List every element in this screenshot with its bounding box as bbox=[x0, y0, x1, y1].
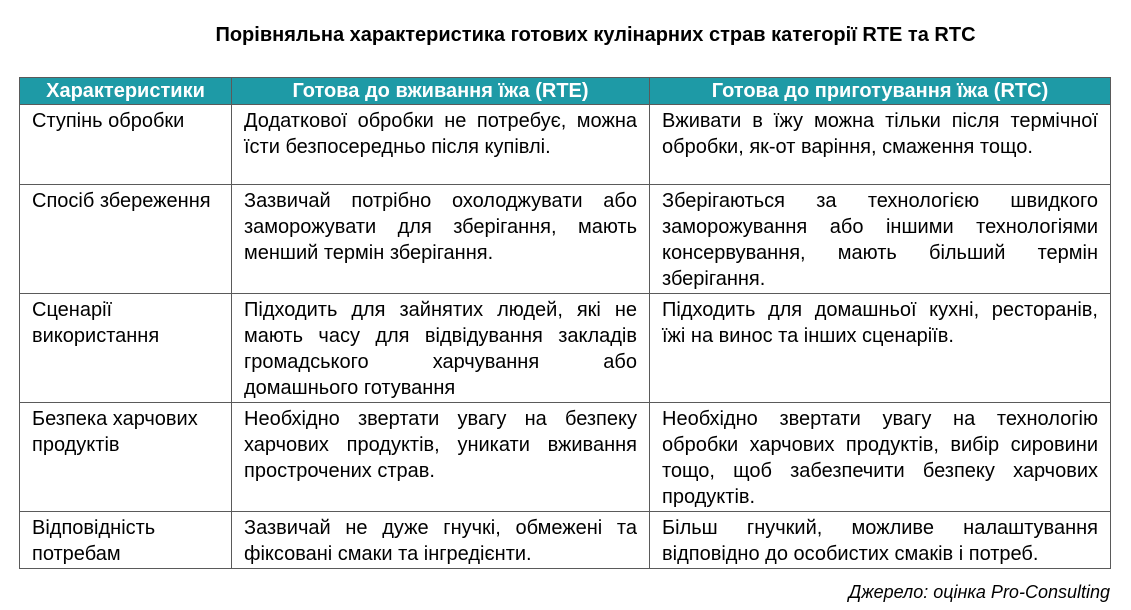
table-row bbox=[20, 185, 1111, 294]
row-rte-cell: Зазвичай потрібно охолоджувати або заморожувати для зберігання, мають менший термін зберігання. bbox=[232, 185, 650, 294]
row-rtc-cell: Зберігаються за технологією швидкого заморожування або іншими технологіями консервування, мають більший термін зберігання. bbox=[650, 185, 1111, 294]
row-rtc-cell: Вживати в їжу можна тільки після термічної обробки, як-от варіння, смаження тощо. bbox=[650, 105, 1111, 185]
row-characteristic: Безпека харчових продуктів bbox=[20, 403, 232, 512]
row-rte-cell: Необхідно звертати увагу на безпеку харчових продуктів, уникати вживання прострочених страв. bbox=[232, 403, 650, 512]
row-rtc-cell: Більш гнучкий, можливе налаштування відповідно до особистих смаків і потреб. bbox=[650, 512, 1111, 569]
table-header-row bbox=[20, 78, 1111, 105]
row-characteristic: Відповідність потребам bbox=[20, 512, 232, 569]
header-rtc: Готова до приготування їжа (RTC) bbox=[650, 78, 1111, 105]
row-characteristic: Сценарії використання bbox=[20, 294, 232, 403]
table-row bbox=[20, 105, 1111, 185]
row-rtc-cell: Підходить для домашньої кухні, ресторанів, їжі на винос та інших сценаріїв. bbox=[650, 294, 1111, 403]
source-note: Джерело: оцінка Pro-Consulting bbox=[848, 582, 1110, 602]
row-rtc-cell: Необхідно звертати увагу на технологію обробки харчових продуктів, вибір сировини тощо, щоб забезпечити безпеку харчових продуктів. bbox=[650, 403, 1111, 512]
table-row bbox=[20, 403, 1111, 512]
table-row bbox=[20, 294, 1111, 403]
document-title: Порівняльна характеристика готових кулінарних страв категорії RTE та RTC bbox=[215, 24, 976, 46]
row-rte-cell: Додаткової обробки не потребує, можна їсти безпосередньо після купівлі. bbox=[232, 105, 650, 185]
row-characteristic: Спосіб збереження bbox=[20, 185, 232, 294]
table-row bbox=[20, 512, 1111, 569]
row-rte-cell: Зазвичай не дуже гнучкі, обмежені та фіксовані смаки та інгредієнти. bbox=[232, 512, 650, 569]
row-characteristic: Ступінь обробки bbox=[20, 105, 232, 185]
comparison-table bbox=[19, 77, 1111, 569]
header-rte: Готова до вживання їжа (RTE) bbox=[232, 78, 650, 105]
row-rte-cell: Підходить для зайнятих людей, які не мають часу для відвідування закладів громадського харчування або домашнього готування bbox=[232, 294, 650, 403]
header-characteristics: Характеристики bbox=[20, 78, 232, 105]
